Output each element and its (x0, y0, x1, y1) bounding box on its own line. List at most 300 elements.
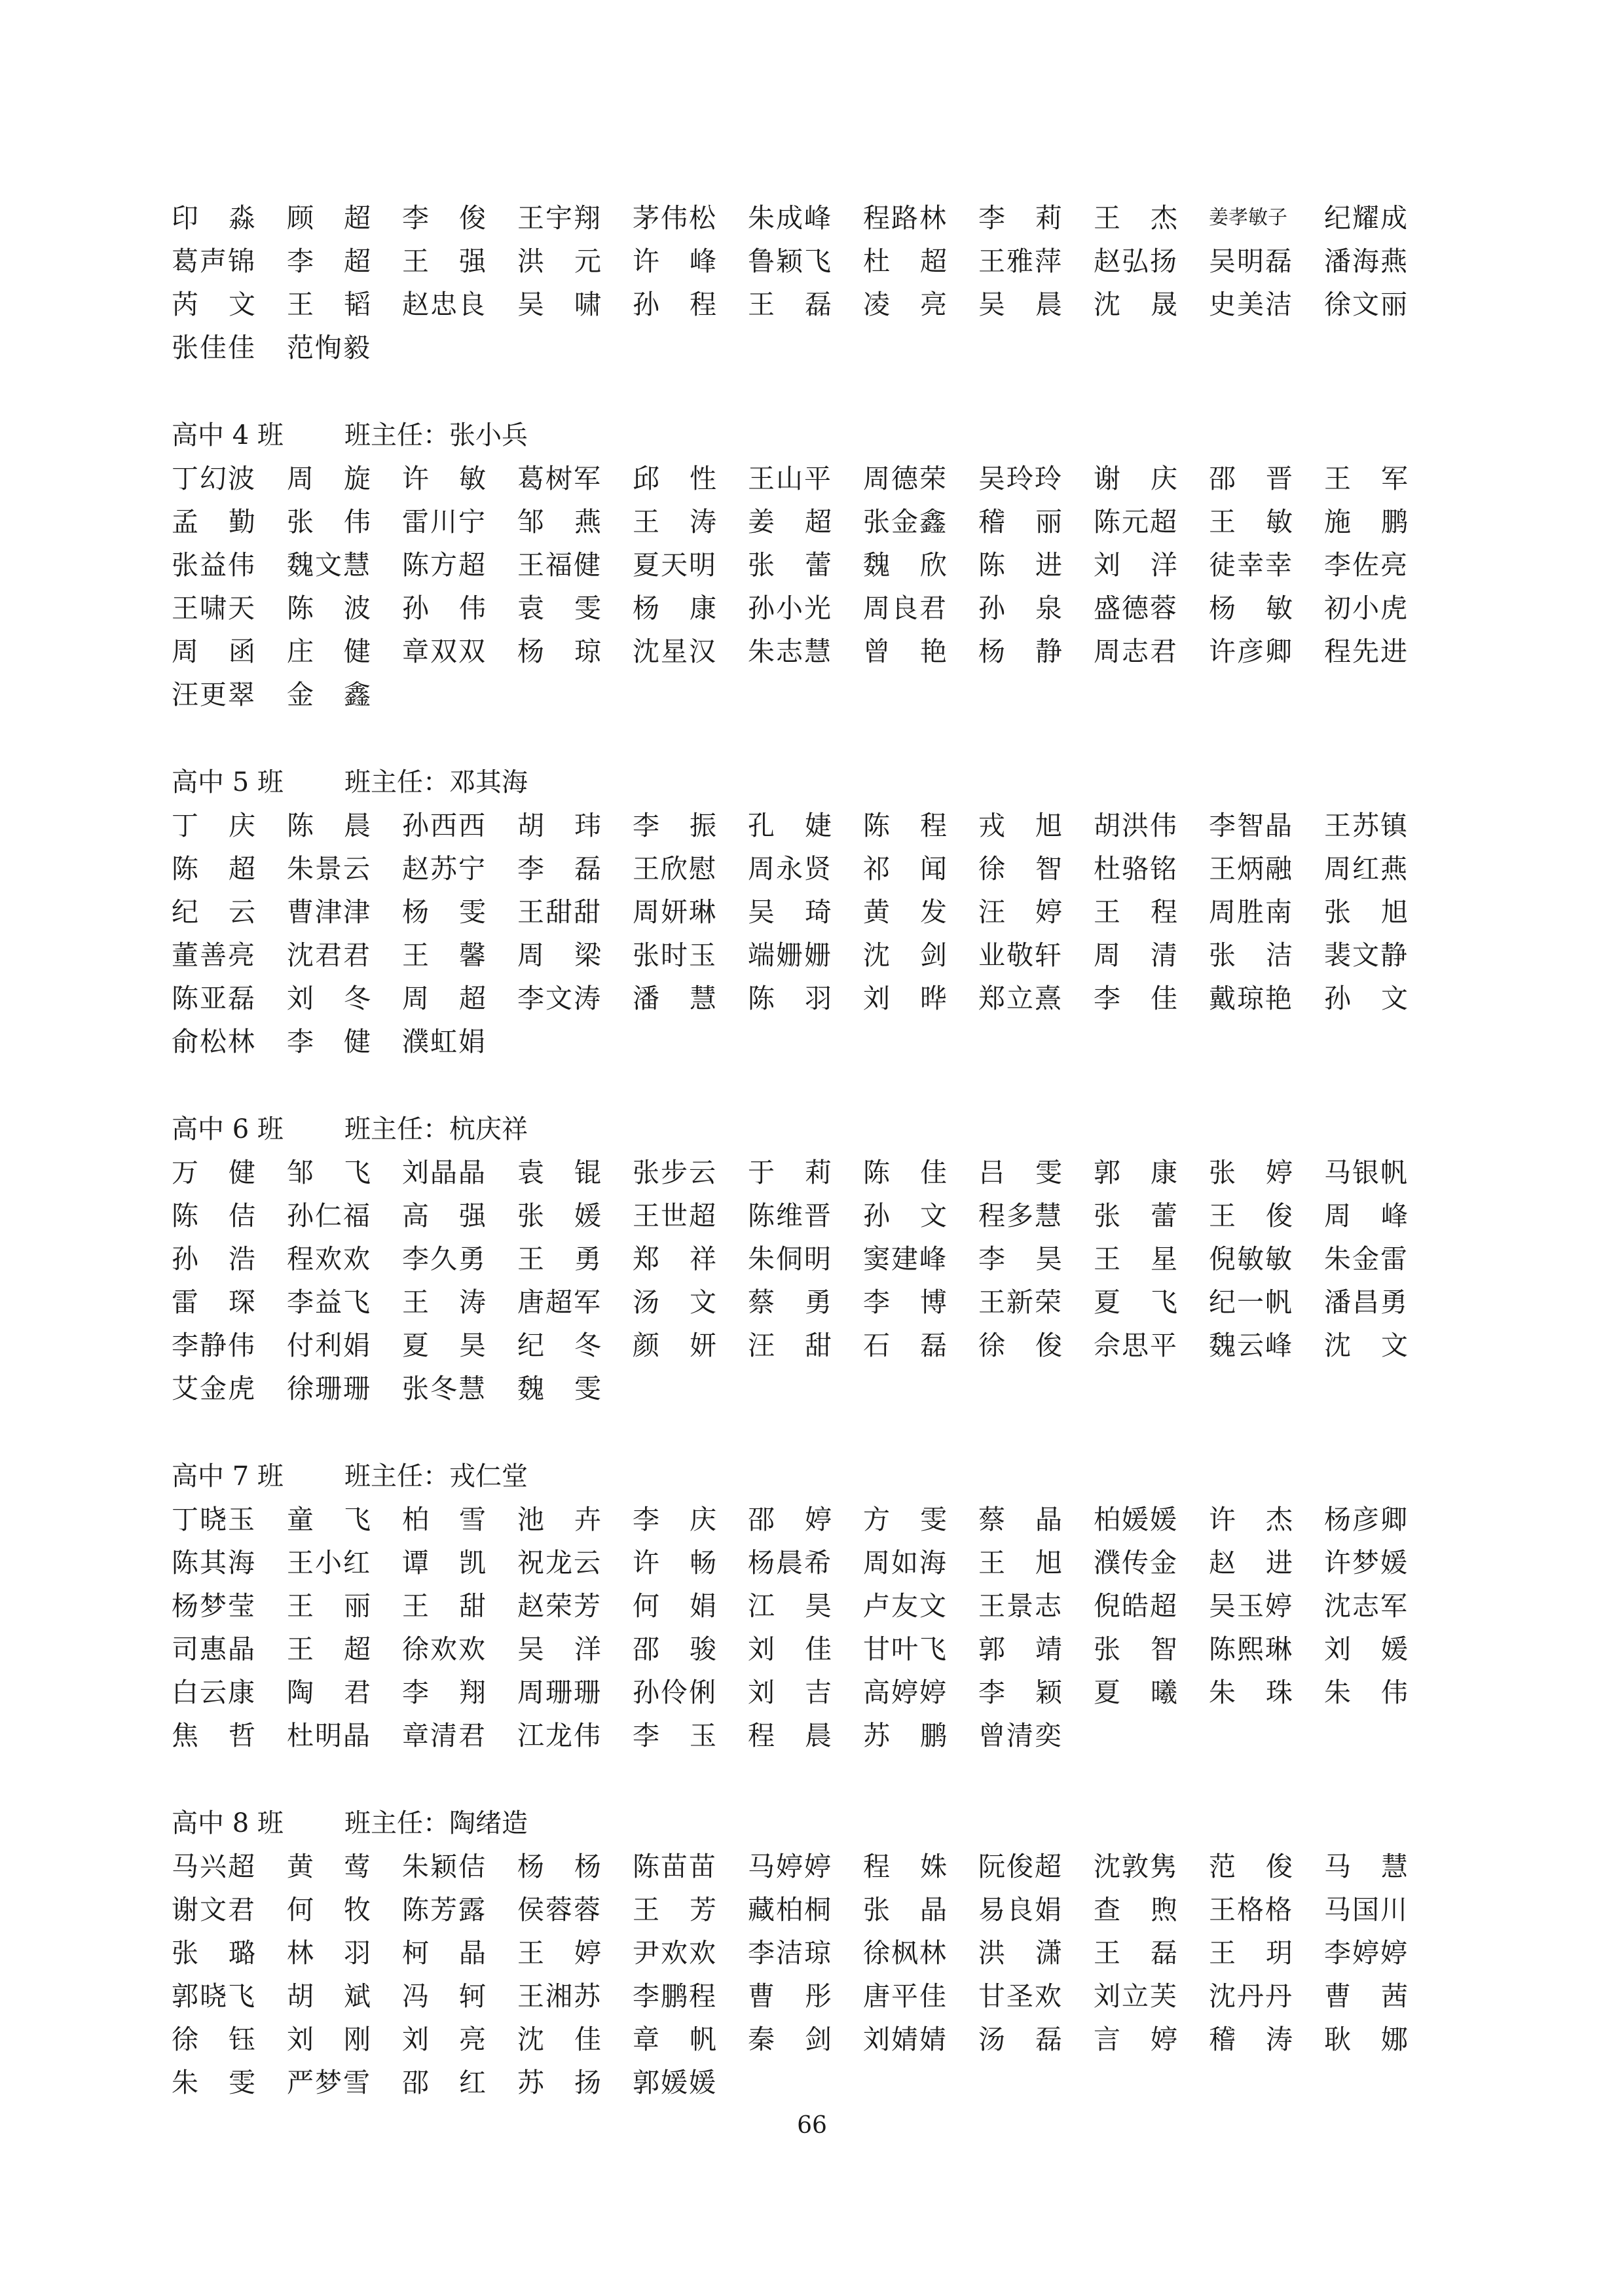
student-name: 陈芳露 (402, 1893, 487, 1925)
student-name: 曹 彤 (748, 1980, 832, 2012)
student-name: 谢文君 (172, 1893, 256, 1925)
student-name: 汪 甜 (748, 1329, 832, 1361)
student-name: 方 雯 (863, 1503, 947, 1535)
student-name: 王世超 (633, 1199, 717, 1231)
student-name: 陈亚磊 (172, 982, 256, 1014)
student-name: 王 馨 (402, 939, 486, 971)
student-name: 马兴超 (172, 1850, 256, 1882)
student-name: 司惠晶 (172, 1633, 256, 1665)
student-name: 陶 君 (287, 1676, 371, 1708)
student-name: 孙 泉 (978, 592, 1062, 624)
student-name: 稽 丽 (978, 505, 1062, 538)
head-teacher: 班主任：张小兵 (344, 420, 528, 450)
student-name: 马 慧 (1324, 1850, 1408, 1882)
student-name: 芮 文 (172, 288, 255, 320)
student-name: 高 强 (402, 1199, 486, 1231)
student-name: 卢友文 (863, 1590, 948, 1622)
student-name: 郭 靖 (978, 1633, 1062, 1665)
student-name: 许彦卿 (1209, 635, 1293, 667)
student-name: 李智晶 (1209, 809, 1293, 841)
student-name-grid (172, 454, 1429, 714)
student-name: 陈 羽 (748, 982, 832, 1014)
student-name: 杨彦卿 (1324, 1503, 1409, 1535)
student-name: 刘 媛 (1324, 1633, 1408, 1665)
student-name: 姜孝敏子 (1209, 206, 1287, 229)
head-teacher: 班主任：戎仁堂 (344, 1461, 528, 1491)
student-name: 王雅萍 (978, 245, 1063, 277)
student-name: 李 健 (287, 1025, 371, 1057)
student-name: 沈敦隽 (1094, 1850, 1178, 1882)
student-name: 王 敏 (1209, 505, 1293, 538)
head-teacher: 班主任：陶绪造 (344, 1808, 528, 1838)
student-name: 马婷婷 (748, 1850, 832, 1882)
student-name: 刘 佳 (748, 1633, 832, 1665)
class-heading (172, 411, 1429, 454)
student-name: 张冬慧 (402, 1372, 487, 1404)
student-name: 王 涛 (633, 505, 716, 538)
student-name: 王 婷 (517, 1937, 601, 1969)
student-name: 王 甜 (402, 1590, 486, 1622)
student-name: 严梦雪 (287, 2066, 371, 2098)
student-name: 董善亮 (172, 939, 256, 971)
student-name: 章清君 (402, 1719, 487, 1751)
student-name: 王 勇 (517, 1243, 601, 1275)
student-name: 稽 涛 (1209, 2023, 1293, 2055)
student-name: 赵弘扬 (1094, 245, 1178, 277)
student-name: 陈 佳 (863, 1156, 947, 1188)
student-name: 陈其海 (172, 1546, 256, 1578)
student-name: 苏 鹏 (863, 1719, 947, 1751)
student-name: 陈 程 (863, 809, 947, 841)
student-name: 戎 旭 (978, 809, 1062, 841)
student-name: 陈 超 (172, 852, 255, 884)
student-name: 周永贤 (748, 852, 832, 884)
student-name: 杨 静 (978, 635, 1062, 667)
student-name: 许 敏 (402, 462, 486, 494)
student-name: 刘 冬 (287, 982, 371, 1014)
student-name: 刘 吉 (748, 1676, 832, 1708)
student-name: 陈方超 (402, 549, 487, 581)
student-name: 窦建峰 (863, 1243, 948, 1275)
student-name: 朱侗明 (748, 1243, 832, 1275)
class-heading (172, 1799, 1429, 1842)
student-name: 周德荣 (863, 462, 948, 494)
student-name: 李静伟 (172, 1329, 256, 1361)
student-name: 赵荣芳 (517, 1590, 602, 1622)
student-name: 秦 剑 (748, 2023, 832, 2055)
student-name: 孙 浩 (172, 1243, 255, 1275)
student-name: 纪 冬 (517, 1329, 601, 1361)
student-name: 李 博 (863, 1286, 947, 1318)
student-name: 许 杰 (1209, 1503, 1293, 1535)
class-heading (172, 758, 1429, 801)
student-name: 耿 娜 (1324, 2023, 1408, 2055)
student-name: 夏 曦 (1094, 1676, 1177, 1708)
student-name: 徐欢欢 (402, 1633, 487, 1665)
student-name: 盛德蓉 (1094, 592, 1178, 624)
student-name: 王湘苏 (517, 1980, 602, 2012)
student-name: 俞松林 (172, 1025, 256, 1057)
student-name: 吴 晨 (978, 288, 1062, 320)
roster-page (172, 194, 1429, 2146)
student-name: 冯 轲 (402, 1980, 486, 2012)
student-name: 丁晓玉 (172, 1503, 256, 1535)
student-name: 尹欢欢 (633, 1937, 717, 1969)
student-name: 王苏镇 (1324, 809, 1409, 841)
student-name: 刘 刚 (287, 2023, 371, 2055)
student-name: 潘昌勇 (1324, 1286, 1409, 1318)
student-name: 章 帆 (633, 2023, 716, 2055)
student-name: 孟 勤 (172, 505, 255, 538)
student-name: 潘 慧 (633, 982, 716, 1014)
student-name: 甘圣欢 (978, 1980, 1063, 2012)
student-name: 曹 茜 (1324, 1980, 1408, 2012)
student-name: 张益伟 (172, 549, 256, 581)
student-name: 李 振 (633, 809, 716, 841)
class-section (172, 1799, 1429, 2102)
student-name: 陈维晋 (748, 1199, 832, 1231)
student-name: 朱志慧 (748, 635, 832, 667)
student-name: 孙仁福 (287, 1199, 371, 1231)
student-name: 张 智 (1094, 1633, 1177, 1665)
student-name: 雷 琛 (172, 1286, 255, 1318)
student-name: 李洁琼 (748, 1937, 832, 1969)
student-name: 孙 伟 (402, 592, 486, 624)
student-name: 万 健 (172, 1156, 255, 1188)
student-name: 付利娟 (287, 1329, 371, 1361)
student-name: 程欢欢 (287, 1243, 371, 1275)
student-name: 杨梦莹 (172, 1590, 256, 1622)
student-name: 夏 昊 (402, 1329, 486, 1361)
student-name: 刘婧婧 (863, 2023, 948, 2055)
student-name: 金 鑫 (287, 678, 371, 710)
student-name: 鲁颖飞 (748, 245, 832, 277)
student-name: 杨 康 (633, 592, 716, 624)
student-name: 马银帆 (1324, 1156, 1409, 1188)
student-name: 姜 超 (748, 505, 832, 538)
student-name: 张 伟 (287, 505, 371, 538)
class-section (172, 194, 1429, 367)
student-name: 阮俊超 (978, 1850, 1063, 1882)
student-name-grid (172, 1495, 1429, 1755)
student-name: 裴文静 (1324, 939, 1409, 971)
student-name: 王 旭 (978, 1546, 1062, 1578)
student-name: 沈 文 (1324, 1329, 1408, 1361)
student-name: 朱成峰 (748, 202, 832, 234)
student-name: 王 磊 (1094, 1937, 1177, 1969)
student-name: 张 婷 (1209, 1156, 1293, 1188)
student-name: 艾金虎 (172, 1372, 256, 1404)
student-name: 朱 珠 (1209, 1676, 1293, 1708)
student-name: 程多慧 (978, 1199, 1063, 1231)
student-name: 邵 婷 (748, 1503, 832, 1535)
student-name: 范恂毅 (287, 331, 371, 363)
student-name: 沈君君 (287, 939, 371, 971)
student-name: 潘海燕 (1324, 245, 1409, 277)
student-name: 李久勇 (402, 1243, 487, 1275)
student-name: 李 佳 (1094, 982, 1177, 1014)
student-name: 周珊珊 (517, 1676, 602, 1708)
student-name: 王 杰 (1094, 202, 1177, 234)
student-name: 唐平佳 (863, 1980, 948, 2012)
student-name: 张时玉 (633, 939, 717, 971)
student-name: 王山平 (748, 462, 832, 494)
student-name: 吴明磊 (1209, 245, 1293, 277)
student-name: 甘叶飞 (863, 1633, 948, 1665)
student-name: 王 超 (287, 1633, 371, 1665)
student-name: 张步云 (633, 1156, 717, 1188)
student-name: 葛树军 (517, 462, 602, 494)
student-name: 王 丽 (287, 1590, 371, 1622)
student-name: 程先进 (1324, 635, 1409, 667)
student-name: 茅伟松 (633, 202, 717, 234)
student-name: 池 卉 (517, 1503, 601, 1535)
student-name: 周胜南 (1209, 896, 1293, 928)
student-name: 汤 磊 (978, 2023, 1062, 2055)
student-name: 周志君 (1094, 635, 1178, 667)
student-name: 佘思平 (1094, 1329, 1178, 1361)
student-name: 孙伶俐 (633, 1676, 717, 1708)
student-name: 倪皓超 (1094, 1590, 1178, 1622)
student-name: 王欣慰 (633, 852, 717, 884)
student-name: 赵苏宁 (402, 852, 487, 884)
student-name: 刘 洋 (1094, 549, 1177, 581)
student-name: 徐 俊 (978, 1329, 1062, 1361)
class-section (172, 758, 1429, 1061)
student-name: 王新荣 (978, 1286, 1063, 1318)
student-name: 沈 晟 (1094, 288, 1177, 320)
class-name: 高中 8 班 (172, 1808, 284, 1838)
student-name: 邵 晋 (1209, 462, 1293, 494)
student-name: 王福健 (517, 549, 602, 581)
student-name: 赵 进 (1209, 1546, 1293, 1578)
student-name: 徐 智 (978, 852, 1062, 884)
student-name: 王格格 (1209, 1893, 1293, 1925)
student-name: 邵 红 (402, 2066, 486, 2098)
student-name: 许 峰 (633, 245, 716, 277)
student-name: 史美洁 (1209, 288, 1293, 320)
student-name: 邹 燕 (517, 505, 601, 538)
student-name: 李鹏程 (633, 1980, 717, 2012)
student-name: 夏 飞 (1094, 1286, 1177, 1318)
student-name: 易良娟 (978, 1893, 1063, 1925)
student-name: 洪 潇 (978, 1937, 1062, 1969)
student-name: 郭晓飞 (172, 1980, 256, 2012)
student-name: 汪更翠 (172, 678, 256, 710)
student-name: 陈元超 (1094, 505, 1178, 538)
student-name: 柏媛媛 (1094, 1503, 1178, 1535)
student-name: 倪敏敏 (1209, 1243, 1293, 1275)
student-name: 程 姝 (863, 1850, 947, 1882)
student-name: 石 磊 (863, 1329, 947, 1361)
student-name: 徐文丽 (1324, 288, 1409, 320)
student-name: 孔 婕 (748, 809, 832, 841)
student-name: 孙西西 (402, 809, 487, 841)
class-heading (172, 1452, 1429, 1495)
class-heading (172, 1105, 1429, 1148)
student-name: 张 蕾 (748, 549, 832, 581)
student-name: 高婷婷 (863, 1676, 948, 1708)
student-name: 魏 雯 (517, 1372, 601, 1404)
student-name: 黄 发 (863, 896, 947, 928)
student-name: 胡 玮 (517, 809, 601, 841)
student-name: 曾 艳 (863, 635, 947, 667)
student-name: 汤 文 (633, 1286, 716, 1318)
student-name: 印 淼 (172, 202, 255, 234)
student-name: 初小虎 (1324, 592, 1409, 624)
student-name: 张佳佳 (172, 331, 256, 363)
student-name: 吴玲玲 (978, 462, 1063, 494)
student-name: 言 婷 (1094, 2023, 1177, 2055)
student-name: 张 璐 (172, 1937, 255, 1969)
student-name: 曹津津 (287, 896, 371, 928)
student-name: 李 颖 (978, 1676, 1062, 1708)
student-name: 王啸天 (172, 592, 256, 624)
student-name: 张金鑫 (863, 505, 948, 538)
student-name: 李 磊 (517, 852, 601, 884)
student-name: 凌 亮 (863, 288, 947, 320)
student-name: 李 俊 (402, 202, 486, 234)
student-name: 徒幸幸 (1209, 549, 1293, 581)
student-name: 王宇翔 (517, 202, 602, 234)
student-name: 沈星汉 (633, 635, 717, 667)
student-name: 王炳融 (1209, 852, 1293, 884)
student-name: 端姗姗 (748, 939, 832, 971)
student-name: 陈 晨 (287, 809, 371, 841)
student-name: 吴 啸 (517, 288, 601, 320)
student-name: 谢 庆 (1094, 462, 1177, 494)
student-name: 李 昊 (978, 1243, 1062, 1275)
student-name: 洪 元 (517, 245, 601, 277)
student-name: 周 函 (172, 635, 255, 667)
student-name: 纪耀成 (1324, 202, 1409, 234)
student-name: 朱景云 (287, 852, 371, 884)
student-name: 周 峰 (1324, 1199, 1408, 1231)
student-name: 周 旋 (287, 462, 371, 494)
student-name: 纪 云 (172, 896, 255, 928)
student-name: 张 旭 (1324, 896, 1408, 928)
student-name: 祝龙云 (517, 1546, 602, 1578)
student-name: 徐珊珊 (287, 1372, 371, 1404)
student-name: 杨 杨 (517, 1850, 601, 1882)
student-name: 吕 雯 (978, 1156, 1062, 1188)
student-name: 范 俊 (1209, 1850, 1293, 1882)
student-name: 王 强 (402, 245, 486, 277)
student-name: 魏文慧 (287, 549, 371, 581)
student-name: 郑立熹 (978, 982, 1063, 1014)
student-name: 魏 欣 (863, 549, 947, 581)
student-name: 王 韬 (287, 288, 371, 320)
student-name: 柏 雪 (402, 1503, 486, 1535)
student-name: 张 媛 (517, 1199, 601, 1231)
student-name: 丁 庆 (172, 809, 255, 841)
student-name: 雷川宁 (402, 505, 487, 538)
student-name: 徐枫林 (863, 1937, 948, 1969)
student-name: 杨晨希 (748, 1546, 832, 1578)
student-name: 刘立芙 (1094, 1980, 1178, 2012)
student-name: 邱 性 (633, 462, 716, 494)
student-name: 陈熙琳 (1209, 1633, 1293, 1665)
student-name: 柯 晶 (402, 1937, 486, 1969)
class-name: 高中 6 班 (172, 1114, 284, 1144)
student-name: 李 超 (287, 245, 371, 277)
student-name: 魏云峰 (1209, 1329, 1293, 1361)
student-name-grid (172, 194, 1429, 367)
student-name: 王 程 (1094, 896, 1177, 928)
student-name: 杜 超 (863, 245, 947, 277)
student-name: 朱颖佶 (402, 1850, 487, 1882)
student-name: 谭 凯 (402, 1546, 486, 1578)
student-name: 李 庆 (633, 1503, 716, 1535)
student-name: 赵忠良 (402, 288, 487, 320)
student-name: 祁 闻 (863, 852, 947, 884)
student-name-grid (172, 1842, 1429, 2102)
student-name: 章双双 (402, 635, 487, 667)
student-name: 苏 扬 (517, 2066, 601, 2098)
student-name: 蔡 晶 (978, 1503, 1062, 1535)
student-name: 沈志军 (1324, 1590, 1409, 1622)
class-section (172, 411, 1429, 714)
class-name: 高中 4 班 (172, 420, 284, 450)
student-name: 陈 进 (978, 549, 1062, 581)
student-name: 孙 文 (863, 1199, 947, 1231)
student-name: 李佐亮 (1324, 549, 1409, 581)
student-name: 朱 雯 (172, 2066, 255, 2098)
student-name: 李 玉 (633, 1719, 716, 1751)
student-name-grid (172, 1148, 1429, 1408)
student-name: 王 磊 (748, 288, 832, 320)
student-name: 杜明晶 (287, 1719, 371, 1751)
student-name: 业敬轩 (978, 939, 1063, 971)
student-name: 王 军 (1324, 462, 1408, 494)
student-name: 焦 哲 (172, 1719, 255, 1751)
student-name: 唐超军 (517, 1286, 602, 1318)
student-name: 许梦媛 (1324, 1546, 1409, 1578)
student-name: 濮虹娟 (402, 1025, 487, 1057)
student-name: 沈 剑 (863, 939, 947, 971)
student-name: 马国川 (1324, 1893, 1409, 1925)
student-name: 陈 佶 (172, 1199, 255, 1231)
class-name: 高中 7 班 (172, 1461, 284, 1491)
student-name: 林 羽 (287, 1937, 371, 1969)
student-name: 周红燕 (1324, 852, 1409, 884)
student-name: 王景志 (978, 1590, 1063, 1622)
head-teacher: 班主任：杭庆祥 (344, 1114, 528, 1144)
student-name: 朱金雷 (1324, 1243, 1409, 1275)
student-name: 刘晶晶 (402, 1156, 487, 1188)
student-name: 孙小光 (748, 592, 832, 624)
student-name: 侯蓉蓉 (517, 1893, 602, 1925)
student-name: 邵 骏 (633, 1633, 716, 1665)
student-name: 藏柏桐 (748, 1893, 832, 1925)
student-name: 孙 文 (1324, 982, 1408, 1014)
student-name: 王 俊 (1209, 1199, 1293, 1231)
student-name: 吴 洋 (517, 1633, 601, 1665)
student-name: 汪 婷 (978, 896, 1062, 928)
student-name: 杜骆铭 (1094, 852, 1178, 884)
student-name: 程 晨 (748, 1719, 832, 1751)
student-name: 杨 琼 (517, 635, 601, 667)
student-name: 纪一帆 (1209, 1286, 1293, 1318)
student-name: 王 芳 (633, 1893, 716, 1925)
class-name: 高中 5 班 (172, 767, 284, 797)
student-name: 李 翔 (402, 1676, 486, 1708)
student-name: 李 莉 (978, 202, 1062, 234)
student-name: 刘 晔 (863, 982, 947, 1014)
student-name: 袁 雯 (517, 592, 601, 624)
student-name: 王 涛 (402, 1286, 486, 1318)
student-name: 周 超 (402, 982, 486, 1014)
